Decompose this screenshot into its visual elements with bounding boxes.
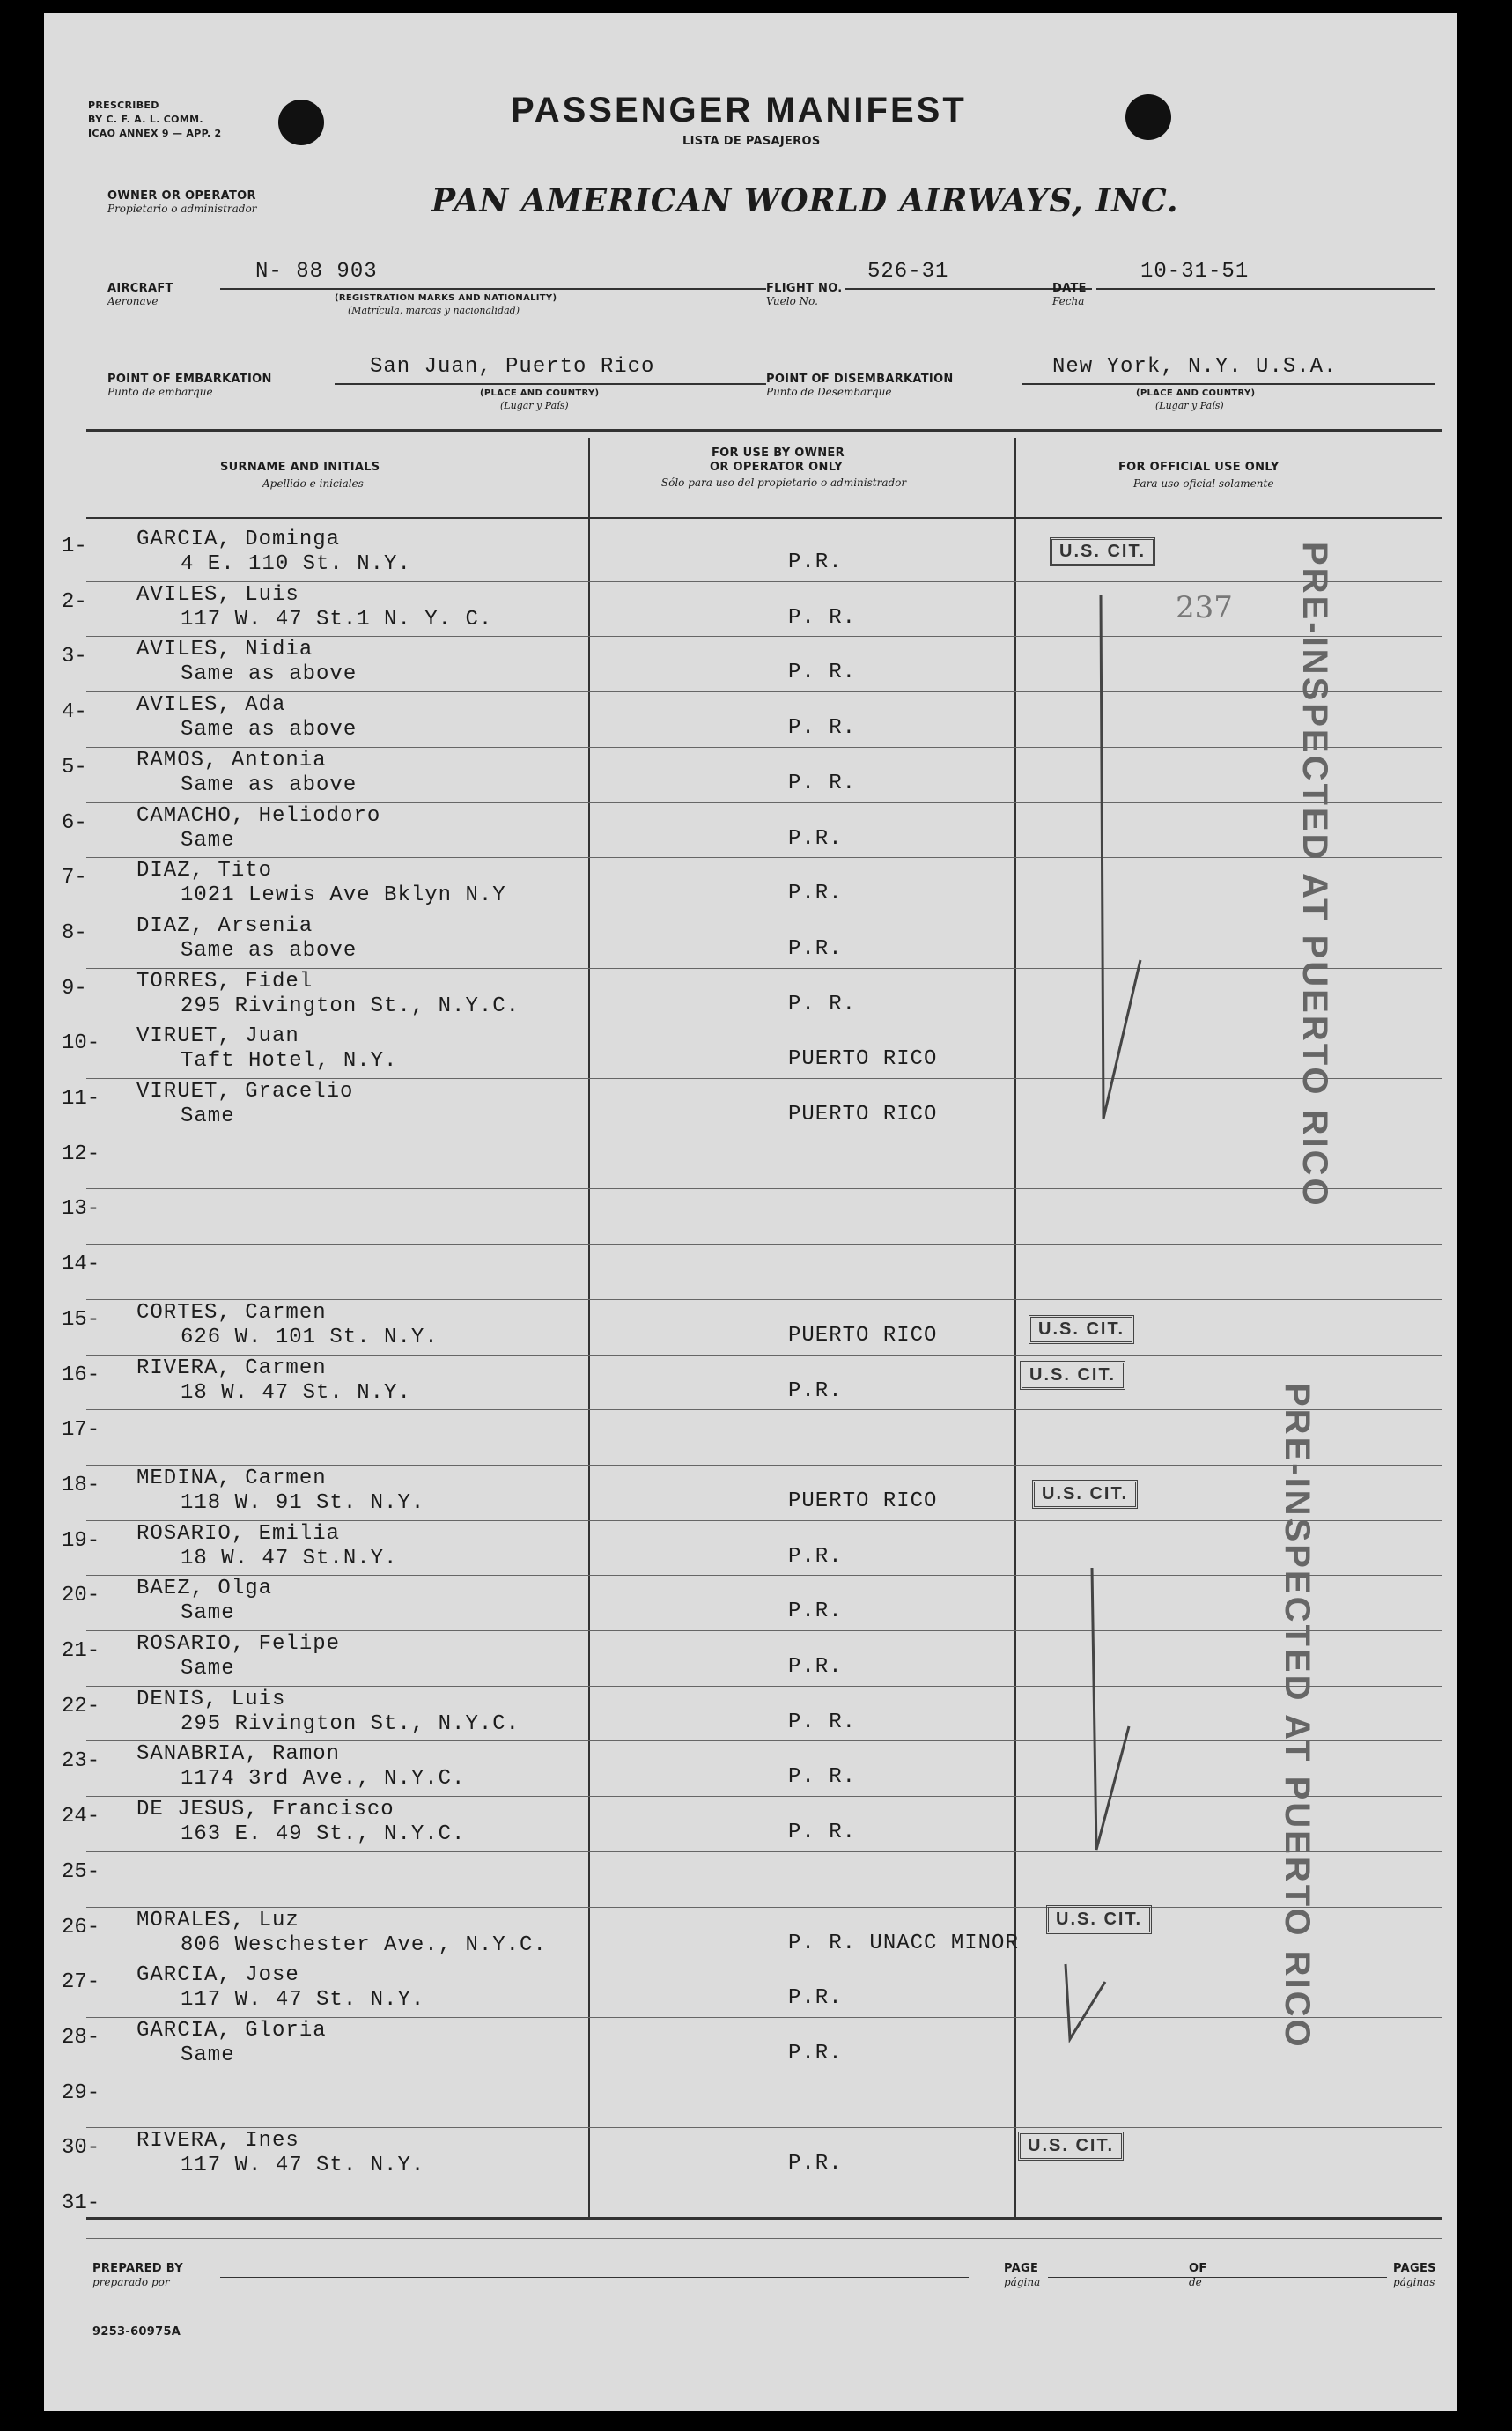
disembark-place-note: (PLACE AND COUNTRY) bbox=[1136, 388, 1256, 398]
pre-inspected-stamp-2: PRE-INSPECTED AT PUERTO RICO bbox=[1278, 1383, 1317, 2050]
page-title: PASSENGER MANIFEST bbox=[511, 91, 967, 129]
disembark-label-es: Punto de Desembarque bbox=[766, 386, 892, 398]
row-number: 25- bbox=[62, 1859, 100, 1884]
page-label: PAGE bbox=[1004, 2262, 1039, 2275]
prepared-by-label-es: preparado por bbox=[92, 2276, 170, 2288]
passenger-address: 806 Weschester Ave., N.Y.C. bbox=[181, 1932, 547, 1957]
page-label-es: página bbox=[1004, 2276, 1041, 2288]
row-number: 10- bbox=[62, 1031, 100, 1056]
punch-hole-left bbox=[278, 100, 324, 145]
operator-use-value: P.R. bbox=[788, 1600, 843, 1624]
row-divider bbox=[86, 1630, 1442, 1631]
row-number: 23- bbox=[62, 1749, 100, 1774]
operator-use-value: P. R. bbox=[788, 716, 857, 741]
row-number: 16- bbox=[62, 1363, 100, 1387]
registration-note-es: (Matrícula, marcas y nacionalidad) bbox=[348, 305, 520, 316]
row-number: 31- bbox=[62, 2191, 100, 2215]
passenger-address: Same bbox=[181, 828, 235, 853]
us-citizen-stamp: U.S. CIT. bbox=[1046, 1905, 1152, 1934]
passenger-address: Same as above bbox=[181, 772, 358, 797]
passenger-name: SANABRIA, Ramon bbox=[136, 1742, 341, 1767]
operator-use-value: P.R. bbox=[788, 1655, 843, 1679]
passenger-name: AVILES, Ada bbox=[136, 693, 286, 718]
operator-use-value: P. R. bbox=[788, 1710, 857, 1734]
operator-use-value: P. R. bbox=[788, 992, 857, 1016]
operator-use-value: PUERTO RICO bbox=[788, 1103, 938, 1127]
passenger-name: DIAZ, Tito bbox=[136, 859, 273, 883]
row-divider bbox=[86, 1355, 1442, 1356]
passenger-address: 4 E. 110 St. N.Y. bbox=[181, 552, 411, 576]
embark-label: POINT OF EMBARKATION bbox=[107, 373, 272, 386]
flight-label: FLIGHT NO. bbox=[766, 282, 843, 295]
passenger-name: RAMOS, Antonia bbox=[136, 748, 327, 772]
row-divider bbox=[86, 1796, 1442, 1797]
aircraft-label-es: Aeronave bbox=[107, 295, 159, 307]
row-number: 3- bbox=[62, 645, 87, 669]
row-number: 6- bbox=[62, 810, 87, 835]
prepared-by-line bbox=[220, 2277, 969, 2278]
operator-use-value: P.R. bbox=[788, 1986, 843, 2011]
row-number: 26- bbox=[62, 1915, 100, 1940]
us-citizen-stamp: U.S. CIT. bbox=[1020, 1361, 1125, 1390]
owner-label-es: Propietario o administrador bbox=[107, 203, 257, 215]
row-number: 15- bbox=[62, 1307, 100, 1332]
passenger-name: GARCIA, Jose bbox=[136, 1963, 299, 1988]
passenger-name: DE JESUS, Francisco bbox=[136, 1798, 395, 1822]
pages-label-es: páginas bbox=[1393, 2276, 1435, 2288]
operator-use-value: P.R. bbox=[788, 550, 843, 574]
date-value: 10-31-51 bbox=[1140, 260, 1250, 284]
row-divider bbox=[86, 2127, 1442, 2128]
passenger-name: GARCIA, Dominga bbox=[136, 528, 341, 551]
us-citizen-stamp: U.S. CIT. bbox=[1018, 2132, 1124, 2161]
row-number: 11- bbox=[62, 1087, 100, 1111]
of-label: OF bbox=[1189, 2262, 1207, 2275]
us-citizen-stamp: U.S. CIT. bbox=[1050, 537, 1155, 566]
operator-use-value: PUERTO RICO bbox=[788, 1323, 938, 1348]
table-header-rule bbox=[86, 517, 1442, 519]
passenger-address: 117 W. 47 St.1 N. Y. C. bbox=[181, 607, 493, 632]
form-prescription-line-3: ICAO ANNEX 9 — APP. 2 bbox=[88, 128, 222, 139]
aircraft-underline bbox=[220, 288, 766, 290]
passenger-name: RIVERA, Carmen bbox=[136, 1356, 327, 1380]
row-divider bbox=[86, 1520, 1442, 1521]
operator-use-value: P.R. bbox=[788, 1544, 843, 1569]
row-number: 27- bbox=[62, 1970, 100, 1995]
passenger-name: BAEZ, Olga bbox=[136, 1577, 273, 1601]
row-divider bbox=[86, 581, 1442, 582]
embark-label-es: Punto de embarque bbox=[107, 386, 213, 398]
table-bottom-rule bbox=[86, 2217, 1442, 2220]
flight-label-es: Vuelo No. bbox=[766, 295, 818, 307]
operator-use-value: P. R. bbox=[788, 661, 857, 685]
us-citizen-stamp: U.S. CIT. bbox=[1032, 1480, 1138, 1509]
passenger-address: 1174 3rd Ave., N.Y.C. bbox=[181, 1767, 466, 1792]
table-top-rule bbox=[86, 429, 1442, 432]
row-divider bbox=[86, 747, 1442, 748]
disembark-place-note-es: (Lugar y País) bbox=[1155, 400, 1224, 411]
passenger-address: Same bbox=[181, 1105, 235, 1128]
check-mark-icon bbox=[1092, 1568, 1129, 1850]
passenger-address: 117 W. 47 St. N.Y. bbox=[181, 2154, 425, 2178]
row-divider bbox=[86, 1078, 1442, 1079]
operator-use-value: P. R. bbox=[788, 605, 857, 630]
column-header-surname: SURNAME AND INITIALS bbox=[220, 461, 380, 474]
row-number: 4- bbox=[62, 700, 87, 725]
of-line bbox=[1211, 2277, 1387, 2278]
passenger-address: 626 W. 101 St. N.Y. bbox=[181, 1325, 439, 1349]
row-divider bbox=[86, 1575, 1442, 1576]
row-divider bbox=[86, 1409, 1442, 1410]
passenger-name: DENIS, Luis bbox=[136, 1687, 286, 1711]
operator-use-value: P.R. bbox=[788, 936, 843, 961]
check-mark-icon bbox=[1066, 1964, 1105, 2039]
manifest-sheet bbox=[44, 13, 1457, 2411]
row-divider bbox=[86, 1851, 1442, 1852]
column-divider-1 bbox=[588, 438, 590, 2217]
row-divider bbox=[86, 1907, 1442, 1908]
embark-place-note: (PLACE AND COUNTRY) bbox=[480, 388, 600, 398]
operator-use-value: P. R. UNACC MINOR bbox=[788, 1931, 1019, 1955]
row-number: 28- bbox=[62, 2025, 100, 2050]
passenger-name: TORRES, Fidel bbox=[136, 969, 313, 994]
passenger-address: 18 W. 47 St. N.Y. bbox=[181, 1380, 411, 1405]
passenger-name: MEDINA, Carmen bbox=[136, 1466, 327, 1490]
row-number: 29- bbox=[62, 2080, 100, 2105]
operator-use-value: P.R. bbox=[788, 826, 843, 851]
row-number: 5- bbox=[62, 755, 87, 780]
form-prescription-line-2: BY C. F. A. L. COMM. bbox=[88, 114, 203, 125]
flight-value: 526-31 bbox=[867, 260, 949, 284]
form-code: 9253-60975A bbox=[92, 2325, 181, 2339]
passenger-name: ROSARIO, Felipe bbox=[136, 1632, 341, 1656]
operator-use-value: P.R. bbox=[788, 1378, 843, 1403]
passenger-name: RIVERA, Ines bbox=[136, 2129, 299, 2154]
date-label-es: Fecha bbox=[1052, 295, 1085, 307]
punch-hole-right bbox=[1125, 94, 1171, 140]
operator-use-value: PUERTO RICO bbox=[788, 1489, 938, 1513]
date-underline bbox=[1096, 288, 1435, 290]
column-header-owner-1: FOR USE BY OWNER bbox=[712, 447, 845, 460]
passenger-name: AVILES, Nidia bbox=[136, 638, 313, 662]
passenger-address: 163 E. 49 St., N.Y.C. bbox=[181, 1822, 466, 1847]
operator-use-value: P. R. bbox=[788, 1821, 857, 1845]
embark-underline bbox=[335, 383, 766, 385]
row-divider bbox=[86, 968, 1442, 969]
operator-use-value: P.R. bbox=[788, 2041, 843, 2065]
page-subtitle: LISTA DE PASAJEROS bbox=[682, 135, 821, 148]
passenger-address: Same bbox=[181, 1601, 235, 1626]
passenger-address: Same as above bbox=[181, 662, 358, 687]
row-number: 17- bbox=[62, 1418, 100, 1443]
row-number: 21- bbox=[62, 1639, 100, 1663]
us-citizen-stamp: U.S. CIT. bbox=[1029, 1315, 1134, 1344]
row-number: 9- bbox=[62, 976, 87, 1001]
row-divider bbox=[86, 857, 1442, 858]
owner-label: OWNER OR OPERATOR bbox=[107, 189, 256, 203]
disembark-value: New York, N.Y. U.S.A. bbox=[1052, 355, 1338, 379]
row-number: 30- bbox=[62, 2136, 100, 2161]
passenger-name: CORTES, Carmen bbox=[136, 1300, 327, 1325]
row-number: 1- bbox=[62, 535, 87, 558]
row-divider bbox=[86, 1244, 1442, 1245]
passenger-address: Same bbox=[181, 2043, 235, 2067]
date-label: DATE bbox=[1052, 282, 1087, 295]
row-number: 8- bbox=[62, 920, 87, 945]
row-divider bbox=[86, 2017, 1442, 2018]
passenger-address: Same bbox=[181, 1657, 235, 1681]
passenger-name: AVILES, Luis bbox=[136, 582, 299, 607]
row-number: 24- bbox=[62, 1805, 100, 1829]
column-header-owner-es: Sólo para uso del propietario o administrador bbox=[660, 477, 907, 489]
passenger-name: DIAZ, Arsenia bbox=[136, 913, 313, 938]
passenger-name: VIRUET, Juan bbox=[136, 1024, 299, 1049]
row-divider bbox=[86, 1686, 1442, 1687]
aircraft-value: N- 88 903 bbox=[255, 260, 378, 284]
form-prescription-line-1: PRESCRIBED bbox=[88, 100, 159, 111]
operator-use-value: P.R. bbox=[788, 882, 843, 906]
column-header-owner-2: OR OPERATOR ONLY bbox=[710, 461, 843, 474]
row-divider bbox=[86, 691, 1442, 692]
passenger-address: 295 Rivington St., N.Y.C. bbox=[181, 994, 520, 1018]
disembark-label: POINT OF DISEMBARKATION bbox=[766, 373, 954, 386]
row-divider bbox=[86, 802, 1442, 803]
passenger-address: 18 W. 47 St.N.Y. bbox=[181, 1546, 398, 1570]
row-number: 2- bbox=[62, 589, 87, 614]
count-figure: 237 bbox=[1176, 590, 1233, 625]
embark-value: San Juan, Puerto Rico bbox=[370, 355, 655, 379]
column-header-official-es: Para uso oficial solamente bbox=[1133, 477, 1274, 490]
passenger-name: ROSARIO, Emilia bbox=[136, 1521, 341, 1546]
row-divider bbox=[86, 1740, 1442, 1741]
pre-inspected-stamp-1: PRE-INSPECTED AT PUERTO RICO bbox=[1295, 542, 1334, 1208]
passenger-address: Taft Hotel, N.Y. bbox=[181, 1049, 398, 1074]
row-number: 18- bbox=[62, 1473, 100, 1497]
row-number: 12- bbox=[62, 1142, 100, 1166]
registration-note: (REGISTRATION MARKS AND NATIONALITY) bbox=[335, 293, 557, 303]
row-divider bbox=[86, 1465, 1442, 1466]
operator-use-value: PUERTO RICO bbox=[788, 1047, 938, 1072]
column-header-official: FOR OFFICIAL USE ONLY bbox=[1118, 461, 1280, 474]
prepared-by-label: PREPARED BY bbox=[92, 2262, 183, 2275]
passenger-name: GARCIA, Gloria bbox=[136, 2018, 327, 2043]
aircraft-label: AIRCRAFT bbox=[107, 282, 173, 295]
operator-use-value: P. R. bbox=[788, 1765, 857, 1790]
row-number: 22- bbox=[62, 1694, 100, 1718]
passenger-address: 118 W. 91 St. N.Y. bbox=[181, 1490, 425, 1515]
row-divider bbox=[86, 1299, 1442, 1300]
disembark-underline bbox=[1022, 383, 1435, 385]
passenger-address: Same as above bbox=[181, 938, 358, 963]
passenger-address: Same as above bbox=[181, 718, 358, 743]
row-number: 20- bbox=[62, 1584, 100, 1608]
row-number: 19- bbox=[62, 1528, 100, 1553]
passenger-name: MORALES, Luz bbox=[136, 1908, 299, 1932]
passenger-address: 117 W. 47 St. N.Y. bbox=[181, 1988, 425, 2013]
passenger-name: VIRUET, Gracelio bbox=[136, 1080, 354, 1104]
row-divider bbox=[86, 2238, 1442, 2239]
row-divider bbox=[86, 636, 1442, 637]
row-number: 14- bbox=[62, 1252, 100, 1277]
of-label-es: de bbox=[1189, 2276, 1202, 2288]
row-number: 13- bbox=[62, 1197, 100, 1222]
operator-use-value: P. R. bbox=[788, 771, 857, 795]
column-header-surname-es: Apellido e iniciales bbox=[262, 477, 364, 490]
row-divider bbox=[86, 1188, 1442, 1189]
passenger-name: CAMACHO, Heliodoro bbox=[136, 803, 381, 828]
operator-use-value: P.R. bbox=[788, 2152, 843, 2176]
passenger-address: 295 Rivington St., N.Y.C. bbox=[181, 1711, 520, 1736]
embark-place-note-es: (Lugar y País) bbox=[500, 400, 569, 411]
passenger-address: 1021 Lewis Ave Bklyn N.Y bbox=[181, 883, 506, 908]
pages-label: PAGES bbox=[1393, 2262, 1436, 2275]
owner-value: PAN AMERICAN WORLD AIRWAYS, INC. bbox=[431, 182, 1179, 219]
row-number: 7- bbox=[62, 866, 87, 890]
